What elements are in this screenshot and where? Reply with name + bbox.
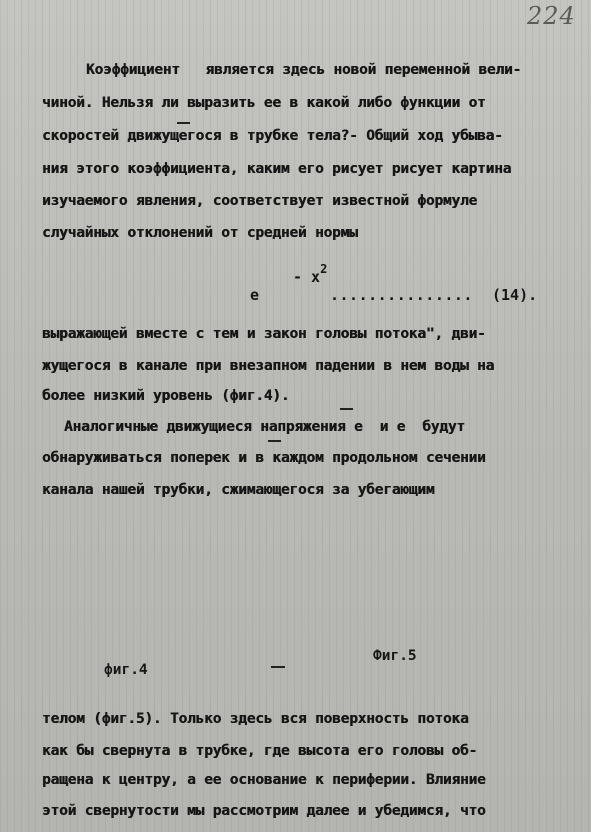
overline-mark [177, 122, 190, 124]
text-line: более низкий уровень (фиг.4). [42, 388, 290, 404]
text-line: жущегося в канале при внезапном падении в нем воды на [42, 358, 495, 374]
formula-exponent: - $x^2$ [293, 262, 328, 286]
figure-4-caption: фиг.4 [104, 662, 148, 678]
text-line: обнаруживаться поперек и в каждом продольном сечении [42, 450, 486, 466]
text-line: как бы свернута в трубке, где высота его головы об- [42, 743, 478, 759]
text-line: Коэффициент является здесь новой переменной вели- [86, 62, 522, 78]
text-line: скоростей движущегося в трубке тела?- Общий ход убыва- [42, 128, 503, 144]
formula-base: e [250, 286, 260, 304]
text-line: выражающей вместе с тем и закон головы потока", дви- [42, 326, 486, 342]
formula-leader-dots: ............... [330, 286, 473, 304]
text-line: случайных отклонений от средней нормы [42, 225, 358, 241]
text-line: чиной. Нельзя ли выразить ее в какой либо функции от [42, 95, 486, 111]
text-line: этой свернутости мы рассмотрим далее и убедимся, что [42, 803, 486, 819]
figure-5-caption: Фиг.5 [373, 648, 417, 664]
formula-number: (14). [492, 286, 538, 304]
page-number: 224 [527, 2, 576, 30]
overline-mark [268, 440, 281, 442]
text-line: ращена к центру, а ее основание к периферии. Влияние [42, 772, 486, 788]
overline-mark [340, 408, 353, 410]
formula-exponent-power: 2 [320, 262, 328, 276]
text-line: канала нашей трубки, сжимающегося за убегающим [42, 482, 435, 498]
text-line: изучаемого явления, соответствует известной формуле [42, 193, 478, 209]
text-line: Аналогичные движущиеся напряжения е и е будут [64, 419, 465, 435]
text-line: ния этого коэффициента, каким его рисует рисует картина [42, 161, 512, 177]
figure-separator-dash [271, 666, 285, 668]
text-line: телом (фиг.5). Только здесь вся поверхность потока [42, 711, 469, 727]
